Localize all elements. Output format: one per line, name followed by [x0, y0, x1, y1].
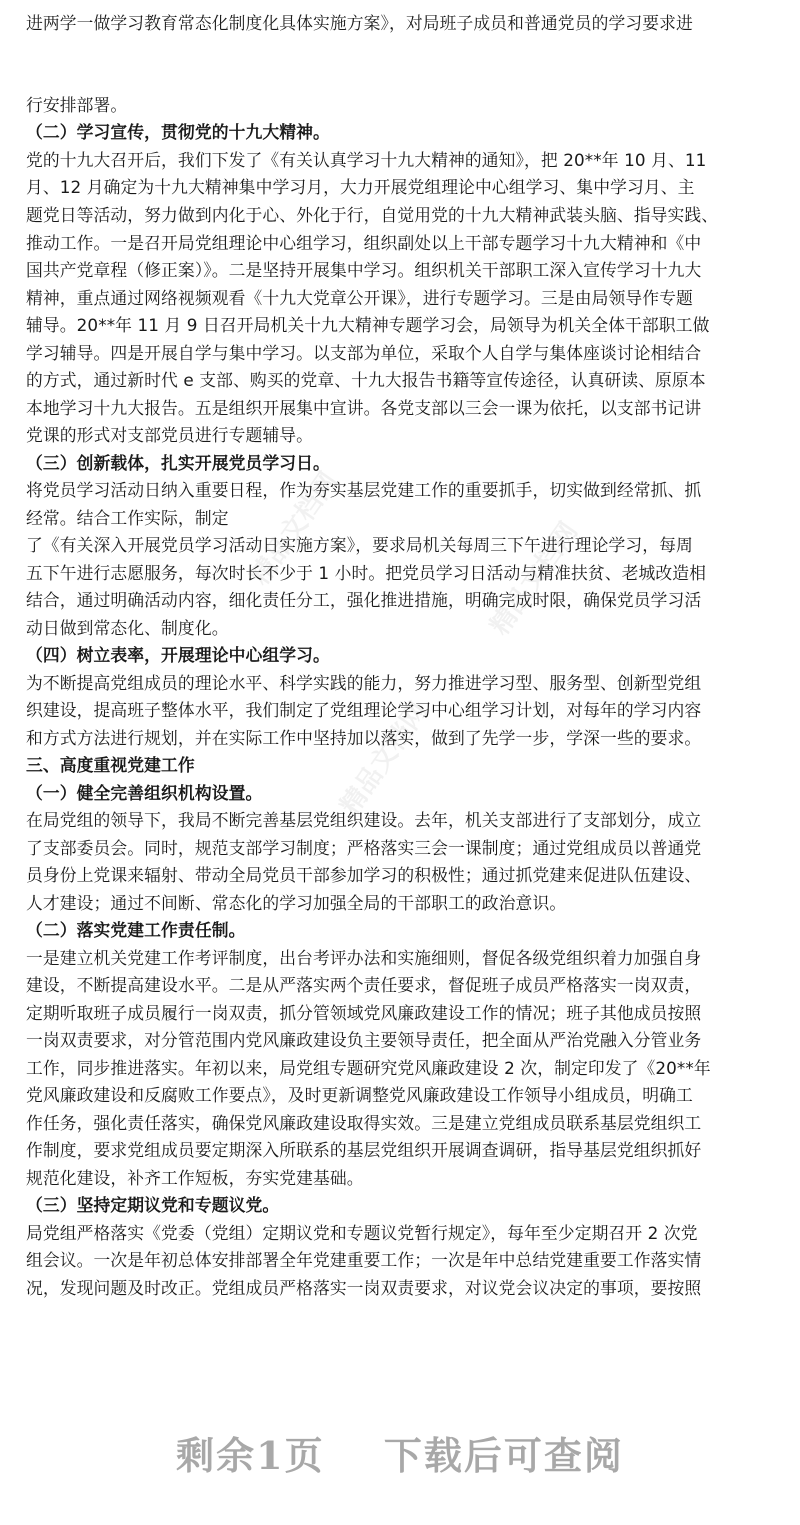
- chapter-heading: 三、高度重视党建工作: [26, 755, 195, 775]
- text-line: 人才建设；通过不间断、常态化的学习加强全局的干部职工的政治意识。: [26, 893, 567, 913]
- text-line: 辅导。20**年 11 月 9 日召开局机关十九大精神专题学习会，局领导为机关全体干部职工做: [26, 315, 710, 335]
- text-line: 进两学一做学习教育常态化制度化具体实施方案》，对局班子成员和普通党员的学习要求进: [26, 13, 693, 33]
- text-line: 局党组严格落实《党委（党组）定期议党和专题议党暂行规定》，每年至少定期召开 2 次党: [26, 1223, 698, 1243]
- section-heading: （一）健全完善组织机构设置。: [26, 783, 263, 803]
- watermark: 精品文档网: [334, 696, 435, 821]
- text-line: 工作，同步推进落实。年初以来，局党组专题研究党风廉政建设 2 次，制定印发了《20**年: [26, 1058, 711, 1078]
- text-line: 定期听取班子成员履行一岗双责，抓分管领域党风廉政建设工作的情况；班子其他成员按照: [26, 1003, 702, 1023]
- download-to-view-label[interactable]: 下载后可查阅: [383, 1433, 624, 1478]
- watermark: 精品文档网: [244, 466, 345, 591]
- text-line: 为不断提高党组成员的理论水平、科学实践的能力，努力推进学习型、服务型、创新型党组: [26, 673, 702, 693]
- text-line: 况，发现问题及时改正。党组成员严格落实一岗双责要求，对议党会议决定的事项，要按照: [26, 1278, 702, 1298]
- download-banner[interactable]: [0, 1425, 800, 1480]
- text-line: 作任务，强化责任落实，确保党风廉政建设取得实效。三是建立党组成员联系基层党组织工: [26, 1113, 702, 1133]
- text-line: 一是建立机关党建工作考评制度，出台考评办法和实施细则，督促各级党组织着力加强自身: [26, 948, 702, 968]
- section-heading: （三）坚持定期议党和专题议党。: [26, 1195, 280, 1215]
- text-line: 党课的形式对支部党员进行专题辅导。: [26, 425, 313, 445]
- remaining-pages-label: 剩余1页: [176, 1433, 325, 1478]
- text-line: 了《有关深入开展党员学习活动日实施方案》，要求局机关每周三下午进行理论学习，每周: [26, 535, 693, 555]
- text-line: 织建设，提高班子整体水平，我们制定了党组理论学习中心组学习计划，对每年的学习内容: [26, 700, 702, 720]
- text-line: 一岗双责要求，对分管范围内党风廉政建设负主要领导责任，把全面从严治党融入分管业务: [26, 1030, 702, 1050]
- section-heading: （三）创新载体，扎实开展党员学习日。: [26, 453, 330, 473]
- text-line: 员身份上党课来辐射、带动全局党员干部参加学习的积极性；通过抓党建来促进队伍建设、: [26, 865, 702, 885]
- text-line: 国共产党章程（修正案）》。二是坚持开展集中学习。组织机关干部职工深入宣传学习十九大: [26, 260, 702, 280]
- text-line: 作制度，要求党组成员要定期深入所联系的基层党组织开展调查调研，指导基层党组织抓好: [26, 1140, 702, 1160]
- section-heading: （四）树立表率，开展理论中心组学习。: [26, 645, 330, 665]
- text-line: 动日做到常态化、制度化。: [26, 618, 229, 638]
- text-line: 将党员学习活动日纳入重要日程，作为夯实基层党建工作的重要抓手，切实做到经常抓、抓: [26, 480, 702, 500]
- text-line: 建设，不断提高建设水平。二是从严落实两个责任要求，督促班子成员严格落实一岗双责，: [26, 975, 702, 995]
- text-line: 的方式，通过新时代 e 支部、购买的党章、十九大报告书籍等宣传途径，认真研读、原原本: [26, 370, 706, 390]
- text-line: 精神，重点通过网络视频观看《十九大党章公开课》，进行专题学习。三是由局领导作专题: [26, 288, 693, 308]
- text-line: 本地学习十九大报告。五是组织开展集中宣讲。各党支部以三会一课为依托，以支部书记讲: [26, 398, 702, 418]
- section-heading: （二）落实党建工作责任制。: [26, 920, 246, 940]
- text-line: 题党日等活动，努力做到内化于心、外化于行，自觉用党的十九大精神武装头脑、指导实践、: [26, 205, 719, 225]
- text-line: 组会议。一次是年初总体安排部署全年党建重要工作；一次是年中总结党建重要工作落实情: [26, 1250, 702, 1270]
- text-line: 学习辅导。四是开展自学与集中学习。以支部为单位，采取个人自学与集体座谈讨论相结合: [26, 343, 702, 363]
- text-line: 五下午进行志愿服务，每次时长不少于 1 小时。把党员学习日活动与精准扶贫、老城改造相: [26, 563, 707, 583]
- text-line: 党的十九大召开后，我们下发了《有关认真学习十九大精神的通知》，把 20**年 10 月、11: [26, 150, 707, 170]
- text-line: 党风廉政建设和反腐败工作要点》，及时更新调整党风廉政建设工作领导小组成员，明确工: [26, 1085, 693, 1105]
- section-heading: （二）学习宣传，贯彻党的十九大精神。: [26, 122, 330, 142]
- text-line: 月、12 月确定为十九大精神集中学习月，大力开展党组理论中心组学习、集中学习月、主: [26, 177, 695, 197]
- text-line: 结合，通过明确活动内容，细化责任分工，强化推进措施，明确完成时限，确保党员学习活: [26, 590, 702, 610]
- text-line: 了支部委员会。同时，规范支部学习制度；严格落实三会一课制度；通过党组成员以普通党: [26, 838, 702, 858]
- watermark: 精品文档网: [484, 516, 585, 641]
- text-line: 行安排部署。: [26, 95, 128, 115]
- text-line: 推动工作。一是召开局党组理论中心组学习，组织副处以上干部专题学习十九大精神和《中: [26, 233, 702, 253]
- text-line: 和方式方法进行规划，并在实际工作中坚持加以落实，做到了先学一步，学深一些的要求。: [26, 728, 702, 748]
- text-line: 经常。结合工作实际，制定: [26, 508, 229, 528]
- text-line: 在局党组的领导下，我局不断完善基层党组织建设。去年，机关支部进行了支部划分，成立: [26, 810, 702, 830]
- text-line: 规范化建设，补齐工作短板，夯实党建基础。: [26, 1168, 364, 1188]
